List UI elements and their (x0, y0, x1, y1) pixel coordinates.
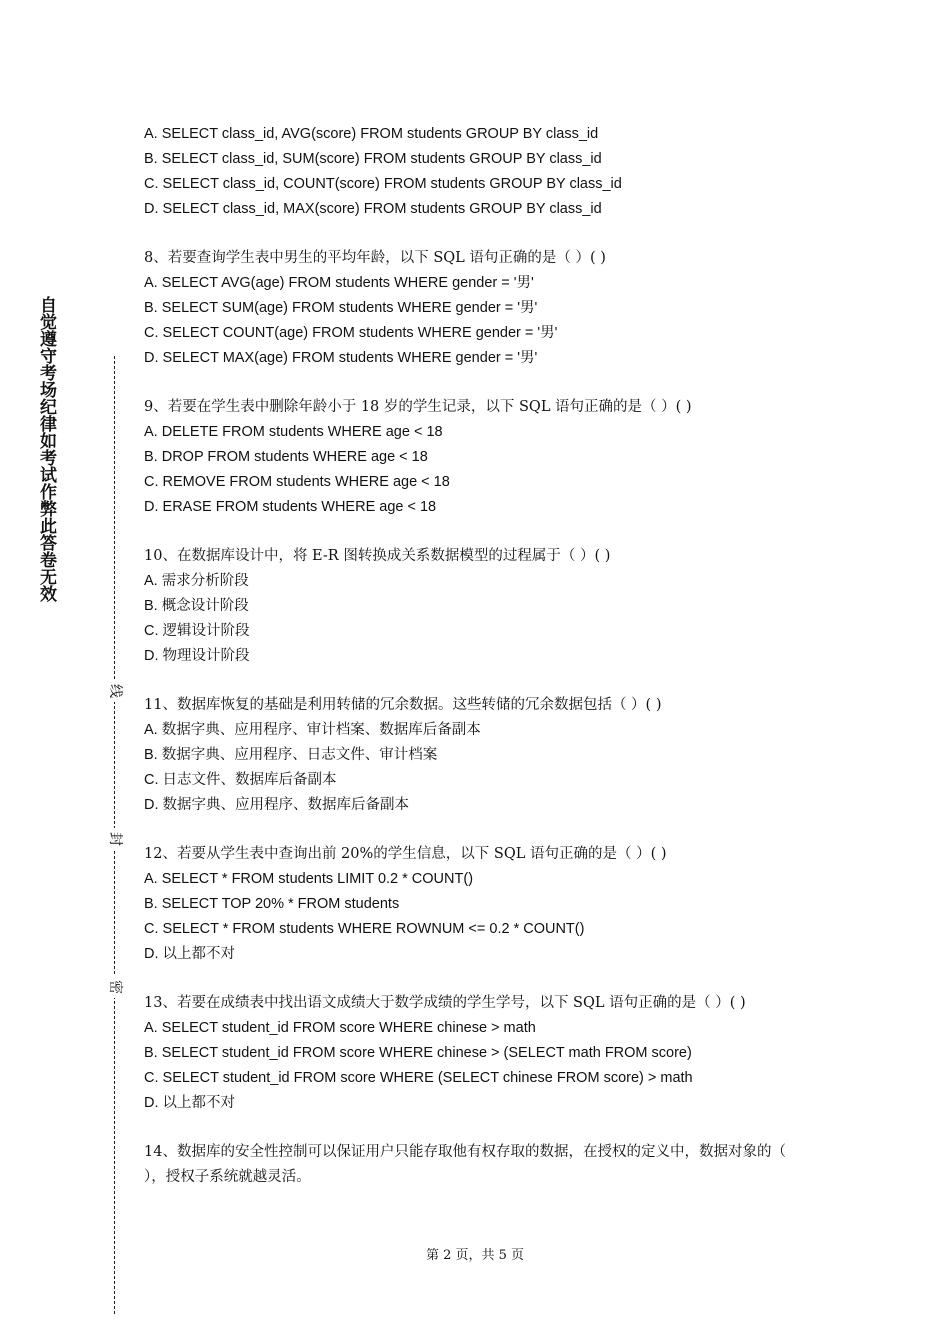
question-12 (144, 842, 812, 967)
option: A. DELETE FROM students WHERE age < 18 (144, 424, 443, 440)
option: B. 数据字典、应用程序、日志文件、审计档案 (144, 747, 438, 763)
question-text: 12、若要从学生表中查询出前 20%的学生信息，以下 SQL 语句正确的是（ ）( ) (144, 846, 667, 862)
option: C. SELECT COUNT(age) FROM students WHERE gender = '男' (144, 325, 558, 341)
page-number: 第 2 页，共 5 页 (425, 1248, 525, 1263)
option: D. 以上都不对 (144, 946, 236, 962)
option: A. SELECT AVG(age) FROM students WHERE gender = '男' (144, 275, 534, 291)
question-9 (144, 395, 812, 520)
option: D. 数据字典、应用程序、数据库后备副本 (144, 797, 410, 813)
option: A. SELECT * FROM students LIMIT 0.2 * COUNT() (144, 871, 474, 887)
question-text: 13、若要在成绩表中找出语文成绩大于数学成绩的学生学号，以下 SQL 语句正确的是（ ）( ) (144, 995, 746, 1011)
option: D. SELECT MAX(age) FROM students WHERE gender = '男' (144, 350, 538, 366)
question-text: 10、在数据库设计中，将 E-R 图转换成关系数据模型的过程属于（ ）( ) (144, 548, 611, 564)
question-14 (144, 1140, 812, 1190)
question-13 (144, 991, 812, 1116)
question-text: 14、数据库的安全性控制可以保证用户只能存取他有权存取的数据，在授权的定义中，数据对象的（ ），授权子系统就越灵活。 (144, 1144, 786, 1185)
option: C. 日志文件、数据库后备副本 (144, 772, 337, 788)
option: C. SELECT student_id FROM score WHERE (SELECT chinese FROM score) > math (144, 1070, 693, 1086)
option: B. 概念设计阶段 (144, 598, 249, 614)
binding-label-seal: 封 (104, 828, 126, 850)
option: C. 逻辑设计阶段 (144, 623, 250, 639)
option: B. SELECT TOP 20% * FROM students (144, 896, 400, 912)
question-7-options (144, 122, 812, 222)
option: D. 物理设计阶段 (144, 648, 250, 664)
question-8 (144, 246, 812, 371)
binding-label-secret: 密 (104, 976, 126, 998)
option: C. SELECT class_id, COUNT(score) FROM students GROUP BY class_id (144, 176, 622, 192)
option: A. SELECT student_id FROM score WHERE chinese > math (144, 1020, 536, 1036)
option: B. SELECT class_id, SUM(score) FROM students GROUP BY class_id (144, 151, 602, 167)
binding-label-line: 线 (104, 680, 126, 702)
question-10 (144, 544, 812, 669)
option: A. SELECT class_id, AVG(score) FROM students GROUP BY class_id (144, 126, 599, 142)
question-text: 11、数据库恢复的基础是利用转储的冗余数据。这些转储的冗余数据包括（ ）( ) (144, 697, 662, 713)
option: B. SELECT student_id FROM score WHERE chinese > (SELECT math FROM score) (144, 1045, 692, 1061)
exam-discipline-warning: 自觉遵守考场纪律如考试作弊此答卷无效 (36, 296, 56, 602)
option: D. SELECT class_id, MAX(score) FROM students GROUP BY class_id (144, 201, 602, 217)
question-11 (144, 693, 812, 818)
option: B. SELECT SUM(age) FROM students WHERE gender = '男' (144, 300, 538, 316)
option: A. 数据字典、应用程序、审计档案、数据库后备副本 (144, 722, 481, 738)
option: C. REMOVE FROM students WHERE age < 18 (144, 474, 450, 490)
option: D. ERASE FROM students WHERE age < 18 (144, 499, 437, 515)
option: C. SELECT * FROM students WHERE ROWNUM <= 0.2 * COUNT() (144, 921, 585, 937)
question-text: 9、若要在学生表中删除年龄小于 18 岁的学生记录，以下 SQL 语句正确的是（ ）( ) (144, 399, 692, 415)
option: A. 需求分析阶段 (144, 573, 249, 589)
exam-content (144, 122, 812, 1214)
option: B. DROP FROM students WHERE age < 18 (144, 449, 428, 465)
option: D. 以上都不对 (144, 1095, 236, 1111)
question-text: 8、若要查询学生表中男生的平均年龄，以下 SQL 语句正确的是（ ）( ) (144, 250, 606, 266)
